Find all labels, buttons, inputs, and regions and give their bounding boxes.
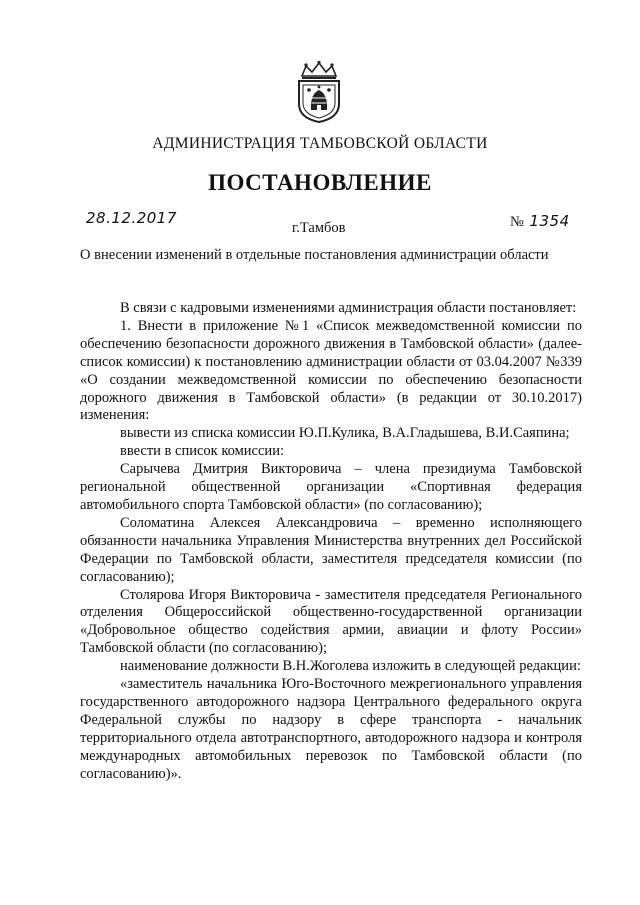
paragraph-rename-position: наименование должности В.Н.Жоголева изложить в следующей редакции: [120,658,581,675]
document-body [80,300,582,783]
number-prefix: № [510,214,524,230]
paragraph-item-1: 1. Внести в приложение №1 «Список межведомственной комиссии по обеспечению безопасности дорожного движения в Тамбовской области» (далее-список комиссии) к постановлению администрации области от 03.04.2007 №339 «О создании межведомственной комиссии по обеспечению безопасности дорожного движения в Тамбовской области» (в редакции от 30.10.2017) изменения: [80,317,582,424]
document-type-title: ПОСТАНОВЛЕНИЕ [208,170,432,195]
paragraph-member-solomatin: Соломатина Алексея Александровича – временно исполняющего обязанности начальника Управления Министерства внутренних дел Российской Федерации по Тамбовской области, заместителя председателя комиссии (по согласованию); [80,514,582,585]
document-number [510,212,570,231]
paragraph-member-stolyarov: Столярова Игоря Викторовича - заместителя председателя Регионального отделения Общероссийской общественно-государственной организации «Добровольное общество содействия армии, авиации и флоту России» Тамбовской области (по согласованию); [80,586,582,657]
paragraph-new-position: «заместитель начальника Юго-Восточного межрегионального управления государственного автодорожного надзора Центрального федерального округа Федеральной службы по надзору в сфере транспорта - начальник территориального отдела автотранспортного, автодорожного надзора и контроля международных автомобильных перевозок по Тамбовской области (по согласованию)». [80,676,582,782]
handwritten-date: 28.12.2017 [86,209,177,227]
paragraph-add-members: ввести в список комиссии: [120,443,284,460]
handwritten-number: 1354 [529,212,570,230]
organization-title: АДМИНИСТРАЦИЯ ТАМБОВСКОЙ ОБЛАСТИ [152,135,488,152]
paragraph-preamble: В связи с кадровыми изменениями администрация области постановляет: [120,300,577,316]
city: г.Тамбов [292,220,346,236]
document-subject: О внесении изменений в отдельные постановления администрации области [80,247,549,263]
paragraph-member-sarychev: Сарычева Дмитрия Викторовича – члена президиума Тамбовской региональной общественной организации «Спортивная федерация автомобильного спорта Тамбовской области» (по согласованию); [80,461,582,513]
coat-of-arms-icon [294,60,344,124]
paragraph-remove-members: вывести из списка комиссии Ю.П.Кулика, В.А.Гладышева, В.И.Саяпина; [120,425,570,442]
